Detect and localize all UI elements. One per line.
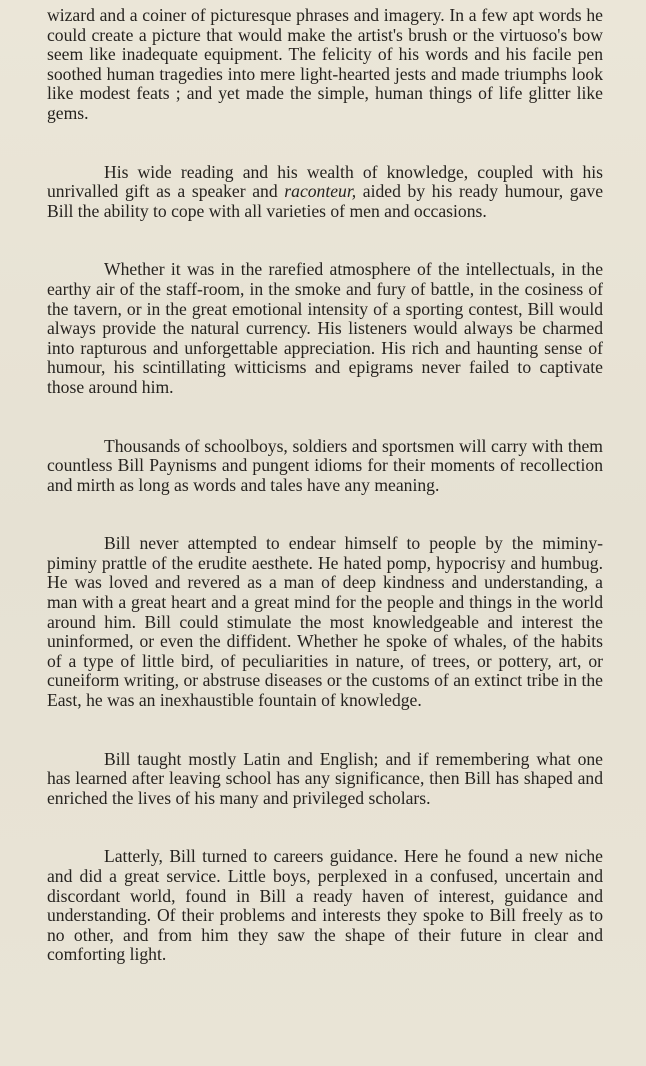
paragraph-2-text-after: aided by his ready humour, gave Bill the ability to cope with all varieties of men and occasions. <box>47 181 604 221</box>
paragraph-1: wizard and a coiner of picturesque phrases and imagery. In a few apt words he could create a picture that would make the artist's brush or the virtuoso's bow seem like inadequate equipment. The felicity of his words and his facile pen soothed human tragedies into mere light-hearted jests and made triumphs look like modest feats ; and yet made the simple, human things of life glitter like gems. <box>47 5 603 123</box>
paragraph-2-text-before: His wide reading and his wealth of knowledge, coupled with his unrivalled gift as a speaker and <box>47 161 603 202</box>
page-body-text <box>47 6 603 965</box>
paragraph-5: Bill never attempted to endear himself to people by the miminy-piminy prattle of the erudite aesthete. He hated pomp, hypocrisy and humbug. He was loved and revered as a man of deep kindness and understanding, a man with a great heart and a great mind for the people and things in the world around him. Bill could stimulate the most knowledgeable and interest the uninformed, or even the diffident. Whether he spoke of whales, of the habits of a type of little bird, of peculiarities in nature, of trees, or pottery, art, or cuneiform writing, or abstruse diseases or the customs of an extinct tribe in the East, he was an inexhaustible fountain of knowledge. <box>47 533 603 711</box>
paragraph-3: Whether it was in the rarefied atmosphere of the intellectuals, in the earthy air of the staff-room, in the smoke and fury of battle, in the cosiness of the tavern, or in the great emotional intensity of a sporting contest, Bill would always provide the natural currency. His listeners would always be charmed into rapturous and unforgettable appreciation. His rich and haunting sense of humour, his scintillating witticisms and epigrams never failed to captivate those around him. <box>47 259 603 397</box>
paragraph-6: Bill taught mostly Latin and English; and if remembering what one has learned after leaving school has any significance, then Bill has shaped and enriched the lives of his many and privileged scholars. <box>47 748 603 808</box>
paragraph-4: Thousands of schoolboys, soldiers and sportsmen will carry with them countless Bill Paynisms and pungent idioms for their moments of recollection and mirth as long as words and tales have any meaning. <box>47 435 603 495</box>
paragraph-2-italic-word: raconteur, <box>284 181 357 202</box>
paragraph-2 <box>47 163 603 222</box>
paragraph-7: Latterly, Bill turned to careers guidance. Here he found a new niche and did a great service. Little boys, perplexed in a confused, uncertain and discordant world, found in Bill a ready haven of interest, guidance and understanding. Of their problems and interests they spoke to Bill freely as to no other, and from him they saw the shape of their future in clear and comforting light. <box>47 846 603 965</box>
